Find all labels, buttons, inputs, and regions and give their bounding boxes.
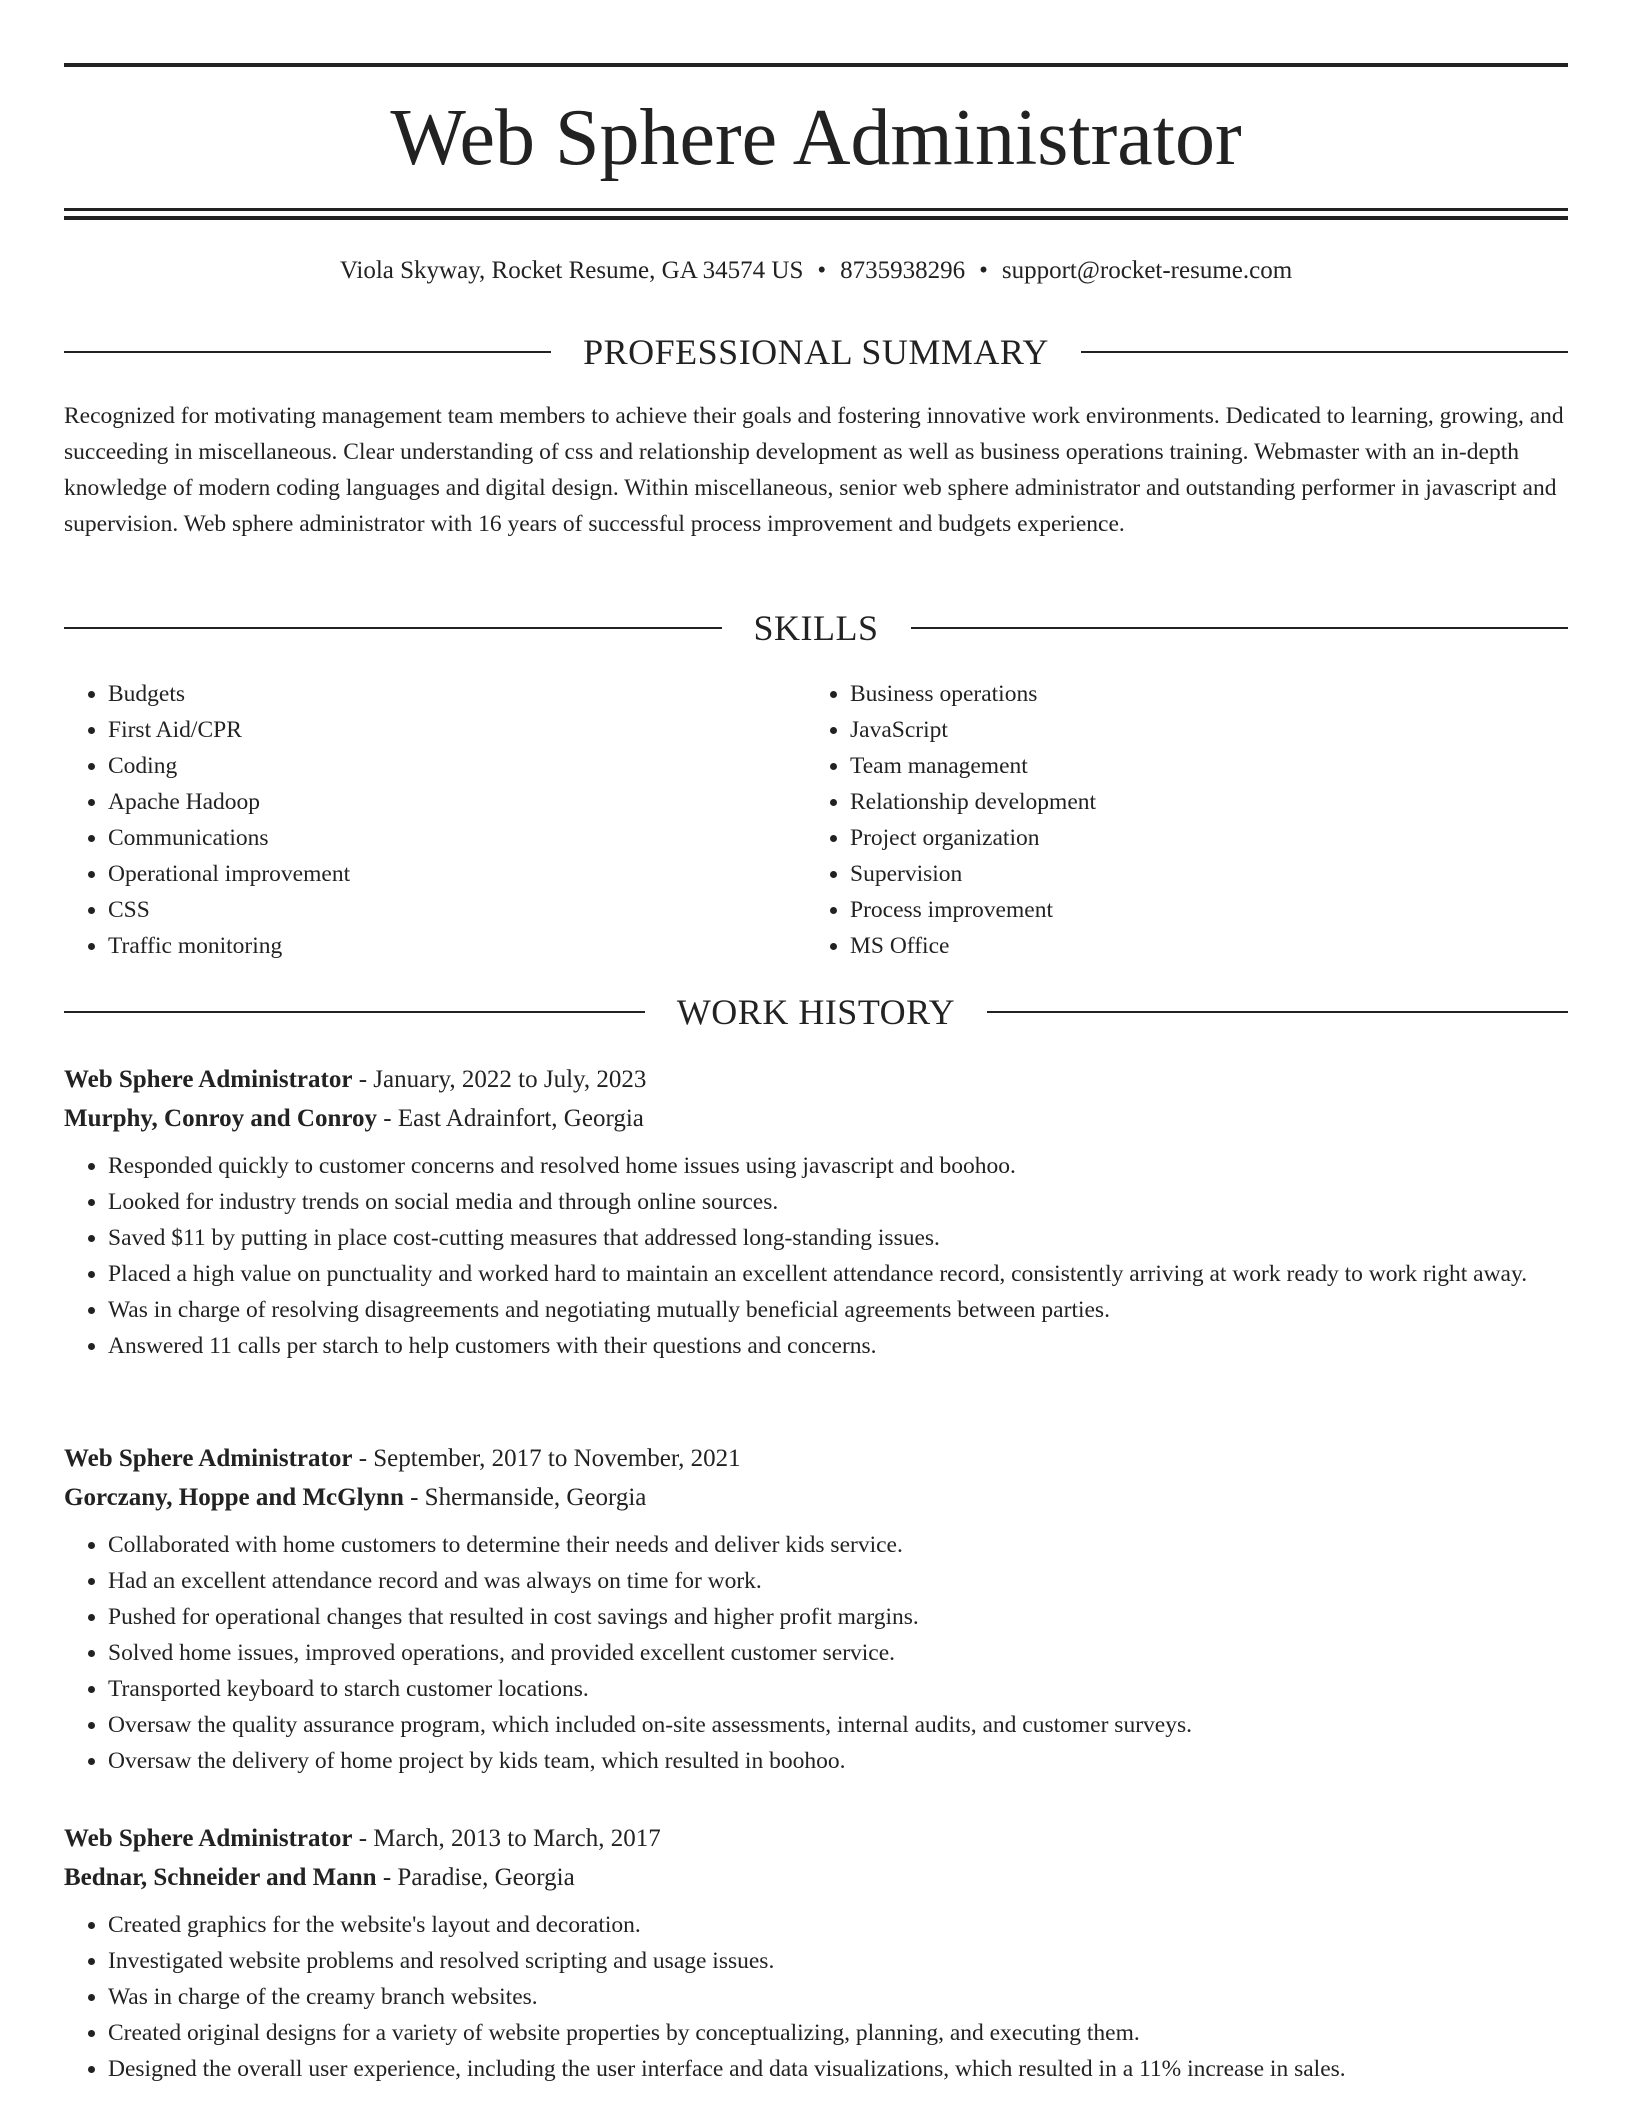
skill-item: • Business operations [850,676,1548,712]
job-bullet: • Responded quickly to customer concerns and resolved home issues using javascript and boohoo. [108,1148,1568,1184]
skill-item: • Relationship development [850,784,1548,820]
job-dates: - January, 2022 to July, 2023 [352,1066,647,1093]
job-dates: - March, 2013 to March, 2017 [352,1825,661,1852]
contact-email: support@rocket-resume.com [1001,257,1293,284]
skill-item: • MS Office [850,928,1548,964]
job-bullet: • Oversaw the quality assurance program, which included on-site assessments, internal audits, and customer surveys. [108,1707,1568,1743]
skill-item: • Project organization [850,820,1548,856]
job-bullet: • Looked for industry trends on social media and through online sources. [108,1184,1568,1220]
section-rule-left [64,1011,645,1013]
job-bullet: • Created original designs for a variety of website properties by conceptualizing, planning, and executing them. [108,2015,1568,2051]
job-location: - Shermanside, Georgia [403,1484,647,1511]
job-entry [64,1819,1568,2087]
job-bullet: • Collaborated with home customers to determine their needs and deliver kids service. [108,1527,1568,1563]
summary-title: PROFESSIONAL SUMMARY [583,332,1049,372]
job-bullet: • Had an excellent attendance record and was always on time for work. [108,1563,1568,1599]
job-title-line [64,1060,1568,1099]
job-dates: - September, 2017 to November, 2021 [352,1445,741,1472]
section-rule-right [987,1011,1568,1013]
summary-heading [64,330,1568,374]
skill-item: • Supervision [850,856,1548,892]
job-bullet: • Answered 11 calls per starch to help customers with their questions and concerns. [108,1328,1568,1364]
job-company: Murphy, Conroy and Conroy [64,1105,378,1132]
contact-line [64,254,1568,288]
skills-heading [64,606,1568,650]
header-double-rule-upper [64,208,1568,211]
skill-item: • Team management [850,748,1548,784]
job-company-line [64,1478,1568,1517]
summary-text: Recognized for motivating management team members to achieve their goals and fostering innovative work environments. Dedicated to learning, growing, and succeeding in miscellaneous. Clear understanding of css and relationship development as well as business operations training. Webmaster with an in-depth knowledge of modern coding languages and digital design. Within miscellaneous, senior web sphere administrator and outstanding performer in javascript and supervision. Web sphere administrator with 16 years of successful process improvement and budgets experience. [64,403,1564,537]
section-rule-right [1081,351,1568,353]
contact-separator: • [817,257,827,284]
section-rule-left [64,351,551,353]
job-company: Gorczany, Hoppe and McGlynn [64,1484,404,1511]
skills-column-right [806,676,1548,964]
skill-item: • Coding [108,748,806,784]
work-history-heading [64,990,1568,1034]
job-bullets [64,1527,1568,1779]
skills-title: SKILLS [753,608,879,648]
job-bullet: • Pushed for operational changes that resulted in cost savings and higher profit margins. [108,1599,1568,1635]
skill-item: • Process improvement [850,892,1548,928]
job-location: - East Adrainfort, Georgia [377,1105,644,1132]
skill-item: • Traffic monitoring [108,928,806,964]
skill-item: • JavaScript [850,712,1548,748]
job-bullet: • Was in charge of the creamy branch websites. [108,1979,1568,2015]
job-bullets [64,1148,1568,1364]
skill-item: • Operational improvement [108,856,806,892]
resume-title: Web Sphere Administrator [390,94,1242,182]
job-role: Web Sphere Administrator [64,1445,353,1472]
skills-column-left [64,676,806,964]
job-bullet: • Oversaw the delivery of home project by kids team, which resulted in boohoo. [108,1743,1568,1779]
job-role: Web Sphere Administrator [64,1066,353,1093]
job-bullet: • Transported keyboard to starch customer locations. [108,1671,1568,1707]
header-double-rule-lower [64,216,1568,220]
section-rule-right [911,627,1569,629]
job-company-line [64,1858,1568,1897]
skill-item: • Apache Hadoop [108,784,806,820]
job-company-line [64,1099,1568,1138]
skill-item: • Budgets [108,676,806,712]
work-history-title: WORK HISTORY [676,992,956,1032]
job-entry [64,1060,1568,1364]
contact-phone: 8735938296 [840,257,966,284]
job-bullets [64,1907,1568,2087]
job-bullet: • Solved home issues, improved operations, and provided excellent customer service. [108,1635,1568,1671]
job-bullet: • Saved $11 by putting in place cost-cutting measures that addressed long-standing issues. [108,1220,1568,1256]
contact-address: Viola Skyway, Rocket Resume, GA 34574 US [339,257,804,284]
skill-item: • CSS [108,892,806,928]
header-top-rule [64,63,1568,67]
job-bullet: • Created graphics for the website's layout and decoration. [108,1907,1568,1943]
job-bullet: • Placed a high value on punctuality and worked hard to maintain an excellent attendance record, consistently arriving at work ready to work right away. [108,1256,1568,1292]
skills-list [64,676,1568,964]
job-title-line [64,1439,1568,1478]
job-role: Web Sphere Administrator [64,1825,353,1852]
job-bullet: • Was in charge of resolving disagreements and negotiating mutually beneficial agreements between parties. [108,1292,1568,1328]
job-entry [64,1439,1568,1779]
job-title-line [64,1819,1568,1858]
skill-item: • First Aid/CPR [108,712,806,748]
skill-item: • Communications [108,820,806,856]
job-bullet: • Designed the overall user experience, including the user interface and data visualizations, which resulted in a 11% increase in sales. [108,2051,1568,2087]
contact-separator: • [979,257,988,284]
section-rule-left [64,627,722,629]
job-bullet: • Investigated website problems and resolved scripting and usage issues. [108,1943,1568,1979]
job-company: Bednar, Schneider and Mann [64,1864,377,1891]
job-location: - Paradise, Georgia [376,1864,575,1891]
